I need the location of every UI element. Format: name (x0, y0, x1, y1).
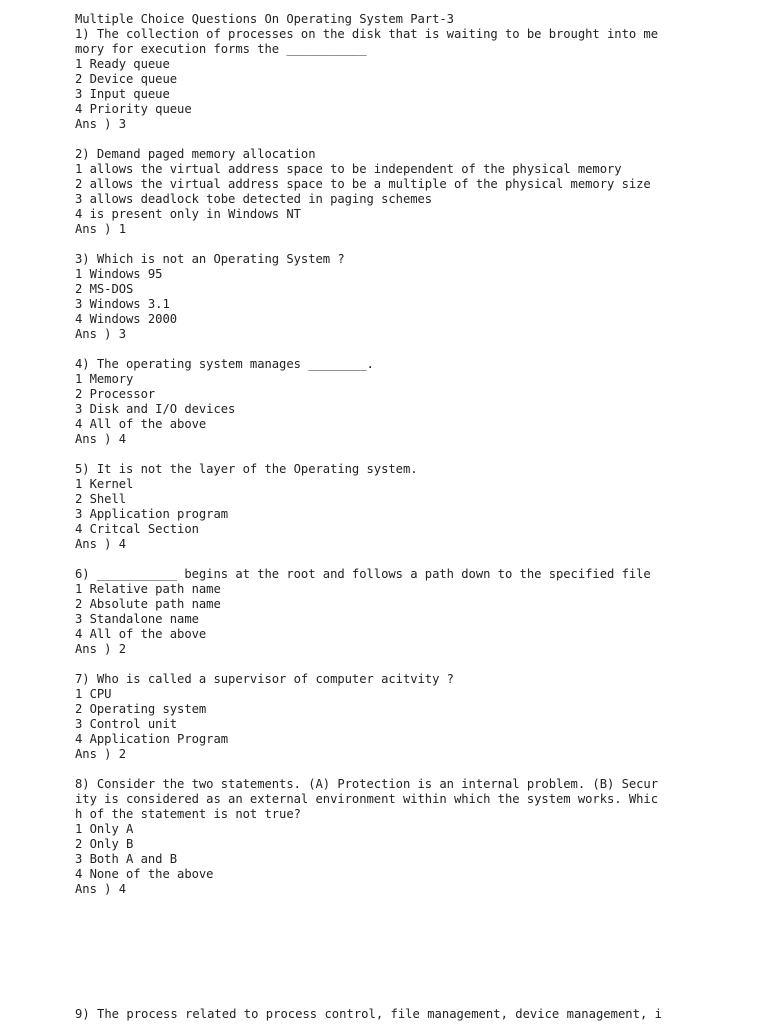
option: 3 Standalone name (75, 612, 199, 626)
question-1 (75, 27, 685, 132)
option: 1 Memory (75, 372, 134, 386)
spacer (75, 552, 685, 567)
option: 1 allows the virtual address space to be independent of the physical memory (75, 162, 622, 176)
option: 4 Critcal Section (75, 522, 199, 536)
spacer (75, 132, 685, 147)
option: 2 Shell (75, 492, 127, 506)
option: 1 CPU (75, 687, 112, 701)
question-8 (75, 777, 685, 897)
option: 4 Priority queue (75, 102, 192, 116)
question-9-stem: 9) The process related to process control, file management, device management, i (75, 1007, 662, 1021)
answer: Ans ) 4 (75, 537, 127, 551)
option: 2 Device queue (75, 72, 178, 86)
question-stem: 4) The operating system manages ________. (75, 357, 374, 371)
answer: Ans ) 2 (75, 642, 127, 656)
option: 1 Windows 95 (75, 267, 163, 281)
question-stem: 6) ___________ begins at the root and follows a path down to the specified file (75, 567, 651, 581)
question-4 (75, 357, 685, 447)
option: 4 All of the above (75, 627, 207, 641)
question-3 (75, 252, 685, 342)
question-2 (75, 147, 685, 237)
question-stem: 8) Consider the two statements. (A) Protection is an internal problem. (B) Secur (75, 777, 659, 791)
option: 3 Application program (75, 507, 229, 521)
question-stem: 7) Who is called a supervisor of computer acitvity ? (75, 672, 454, 686)
answer: Ans ) 1 (75, 222, 127, 236)
spacer (75, 237, 685, 252)
option: 1 Relative path name (75, 582, 221, 596)
option: 3 Both A and B (75, 852, 178, 866)
option: 4 Application Program (75, 732, 229, 746)
option: 3 Windows 3.1 (75, 297, 170, 311)
spacer (75, 447, 685, 462)
option: 3 Disk and I/O devices (75, 402, 236, 416)
question-6 (75, 567, 685, 657)
option: 1 Kernel (75, 477, 134, 491)
option: 4 is present only in Windows NT (75, 207, 301, 221)
option: 2 Absolute path name (75, 597, 221, 611)
answer: Ans ) 3 (75, 117, 127, 131)
document-title: Multiple Choice Questions On Operating System Part-3 (75, 12, 454, 26)
document-page (75, 12, 685, 897)
answer: Ans ) 4 (75, 882, 127, 896)
option: 2 Processor (75, 387, 156, 401)
spacer (75, 342, 685, 357)
option: 2 Operating system (75, 702, 207, 716)
option: 4 All of the above (75, 417, 207, 431)
question-stem: 1) The collection of processes on the disk that is waiting to be brought into me (75, 27, 659, 41)
question-stem: 5) It is not the layer of the Operating system. (75, 462, 418, 476)
option: 1 Ready queue (75, 57, 170, 71)
option: 3 Control unit (75, 717, 178, 731)
answer: Ans ) 4 (75, 432, 127, 446)
spacer (75, 657, 685, 672)
question-stem: h of the statement is not true? (75, 807, 301, 821)
question-5 (75, 462, 685, 552)
option: 2 Only B (75, 837, 134, 851)
option: 4 Windows 2000 (75, 312, 178, 326)
question-stem: 3) Which is not an Operating System ? (75, 252, 345, 266)
option: 1 Only A (75, 822, 134, 836)
option: 3 allows deadlock tobe detected in paging schemes (75, 192, 433, 206)
answer: Ans ) 2 (75, 747, 127, 761)
question-stem: ity is considered as an external environment within which the system works. Whic (75, 792, 659, 806)
option: 3 Input queue (75, 87, 170, 101)
answer: Ans ) 3 (75, 327, 127, 341)
question-stem: 2) Demand paged memory allocation (75, 147, 316, 161)
option: 2 allows the virtual address space to be a multiple of the physical memory size (75, 177, 651, 191)
spacer (75, 762, 685, 777)
question-stem: mory for execution forms the ___________ (75, 42, 367, 56)
question-7 (75, 672, 685, 762)
option: 4 None of the above (75, 867, 214, 881)
option: 2 MS-DOS (75, 282, 134, 296)
